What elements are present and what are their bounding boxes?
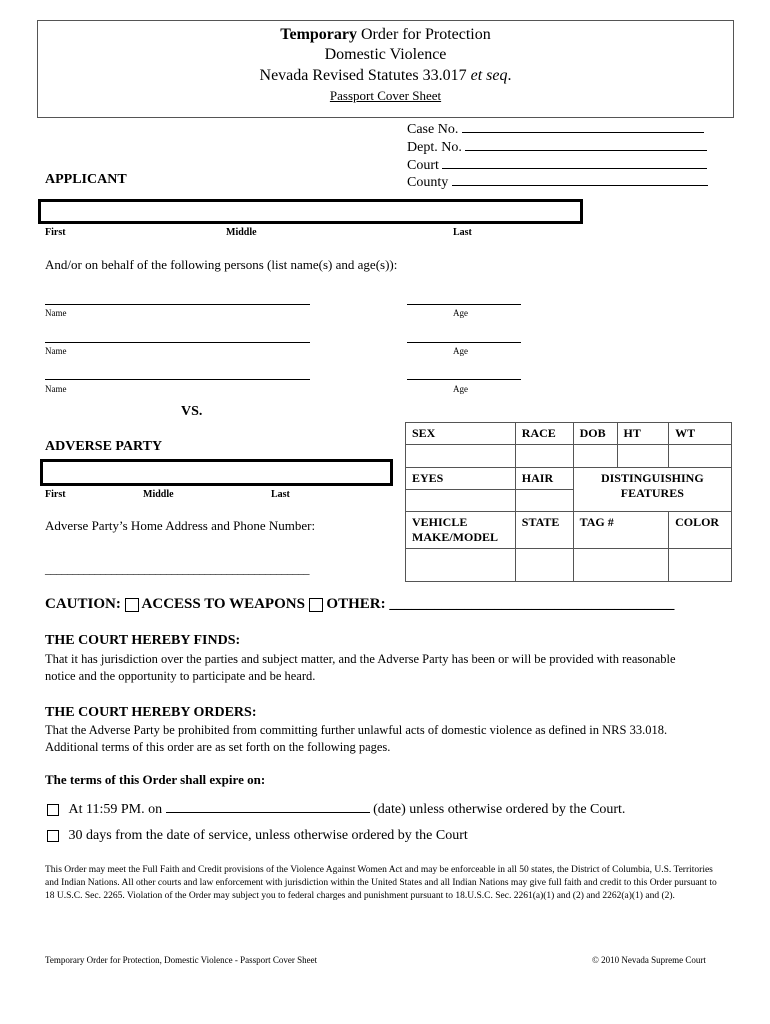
sex-cell: SEX (406, 423, 516, 445)
adverse-first-label: First (45, 489, 66, 500)
name-label: Name (45, 308, 67, 318)
vehicle-label-1: VEHICLE (412, 515, 468, 529)
color-input[interactable] (669, 549, 732, 582)
state-input[interactable] (515, 549, 573, 582)
age-label: Age (453, 308, 468, 318)
applicant-first-label: First (45, 227, 66, 238)
adverse-address-line[interactable]: ________________________________________________ (45, 562, 309, 576)
other-checkbox[interactable] (309, 598, 323, 612)
expire-30-days-checkbox[interactable] (47, 830, 59, 842)
behalf-instructions: And/or on behalf of the following persons (list name(s) and age(s)): (45, 257, 398, 272)
case-no-field[interactable]: Case No. (407, 120, 704, 138)
footer-copyright: © 2010 Nevada Supreme Court (592, 955, 706, 965)
applicant-middle-label: Middle (226, 227, 257, 238)
access-to-weapons-label: ACCESS TO WEAPONS (141, 596, 305, 612)
applicant-name-input[interactable] (38, 199, 583, 224)
expire-option-30-days (47, 828, 468, 844)
applicant-heading: APPLICANT (45, 172, 127, 187)
ht-input[interactable] (617, 445, 669, 468)
court-orders-heading: THE COURT HEREBY ORDERS: (45, 705, 257, 720)
name-label: Name (45, 384, 67, 394)
versus-label: VS. (181, 404, 203, 419)
eyes-cell: EYES (406, 468, 516, 490)
court-finds-heading: THE COURT HEREBY FINDS: (45, 633, 241, 648)
adverse-party-heading: ADVERSE PARTY (45, 439, 163, 454)
age-label: Age (453, 346, 468, 356)
behalf-age-line-3[interactable] (407, 379, 521, 380)
behalf-age-line-1[interactable] (407, 304, 521, 305)
vehicle-cell (406, 512, 516, 549)
county-field[interactable]: County (407, 173, 708, 191)
name-label: Name (45, 346, 67, 356)
statute-reference: Nevada Revised Statutes 33.017 et seq. (259, 67, 512, 84)
state-cell: STATE (515, 512, 573, 549)
age-label: Age (453, 384, 468, 394)
behalf-name-line-3[interactable] (45, 379, 310, 380)
dept-no-field[interactable]: Dept. No. (407, 138, 707, 156)
court-field[interactable]: Court (407, 156, 707, 174)
applicant-last-label: Last (453, 227, 472, 238)
ht-cell: HT (617, 423, 669, 445)
features-label-2: FEATURES (620, 486, 684, 500)
expire-date-checkbox[interactable] (47, 804, 59, 816)
wt-cell: WT (669, 423, 732, 445)
adverse-party-name-input[interactable] (40, 459, 393, 486)
access-to-weapons-checkbox[interactable] (125, 598, 139, 612)
hair-input[interactable] (515, 490, 573, 512)
distinguishing-features-cell[interactable] (573, 468, 731, 512)
tag-input[interactable] (573, 549, 668, 582)
behalf-name-line-1[interactable] (45, 304, 310, 305)
color-cell: COLOR (669, 512, 732, 549)
expire-option-date-prefix: At 11:59 PM. on (68, 802, 163, 817)
expire-option-date-suffix: (date) unless otherwise ordered by the Court. (373, 802, 626, 817)
adverse-party-description-table (405, 422, 732, 582)
wt-input[interactable] (669, 445, 732, 468)
eyes-input[interactable] (406, 490, 516, 512)
full-faith-credit-notice: This Order may meet the Full Faith and Credit provisions of the Violence Against Women Act and may be enforceable in all 50 states, the District of Columbia, U.S. Territories and Indian Nations. All other courts and law enforcement with jurisdiction within the United States and all Indian Nations may give full faith and credit to this Order pursuant to 18 U.S.C. Sec. 2265. Violation of the Order may subject you to federal charges and punishment pursuant to 18.U.S.C. Sec. 2261(a)(1) and (2) and 2262(a)(1) and (2). (45, 865, 717, 901)
court-orders-text: That the Adverse Party be prohibited from committing further unlawful acts of domestic violence as defined in NRS 33.018. Additional terms of this order are as set forth on the following pages. (45, 723, 668, 754)
vehicle-input[interactable] (406, 549, 516, 582)
hair-cell: HAIR (515, 468, 573, 490)
adverse-last-label: Last (271, 489, 290, 500)
dob-input[interactable] (573, 445, 617, 468)
expire-heading: The terms of this Order shall expire on: (45, 772, 266, 787)
features-label-1: DISTINGUISHING (600, 471, 704, 485)
vehicle-label-2: MAKE/MODEL (412, 530, 498, 544)
caution-row (45, 596, 674, 613)
caution-label: CAUTION: (45, 596, 121, 612)
footer-left: Temporary Order for Protection, Domestic Violence - Passport Cover Sheet (45, 955, 318, 965)
race-input[interactable] (515, 445, 573, 468)
expire-30-days-label: 30 days from the date of service, unless otherwise ordered by the Court (68, 828, 468, 843)
expire-date-input[interactable] (166, 800, 370, 813)
behalf-age-line-2[interactable] (407, 342, 521, 343)
court-finds-text: That it has jurisdiction over the parties and subject matter, and the Adverse Party has been or will be provided with reasonable notice and the opportunity to participate and be heard. (45, 652, 676, 683)
passport-cover-sheet-label: Passport Cover Sheet (329, 88, 442, 103)
race-cell: RACE (515, 423, 573, 445)
other-label: OTHER: (326, 596, 386, 612)
adverse-middle-label: Middle (143, 489, 174, 500)
sex-input[interactable] (406, 445, 516, 468)
behalf-name-line-2[interactable] (45, 342, 310, 343)
document-subtitle-domestic-violence: Domestic Violence (324, 46, 447, 63)
expire-option-date (47, 800, 625, 818)
dob-cell: DOB (573, 423, 617, 445)
document-title: Temporary Order for Protection (280, 26, 491, 43)
adverse-address-label: Adverse Party’s Home Address and Phone Number: (45, 518, 316, 533)
tag-cell: TAG # (573, 512, 668, 549)
other-line[interactable]: ______________________________________ (389, 596, 675, 612)
